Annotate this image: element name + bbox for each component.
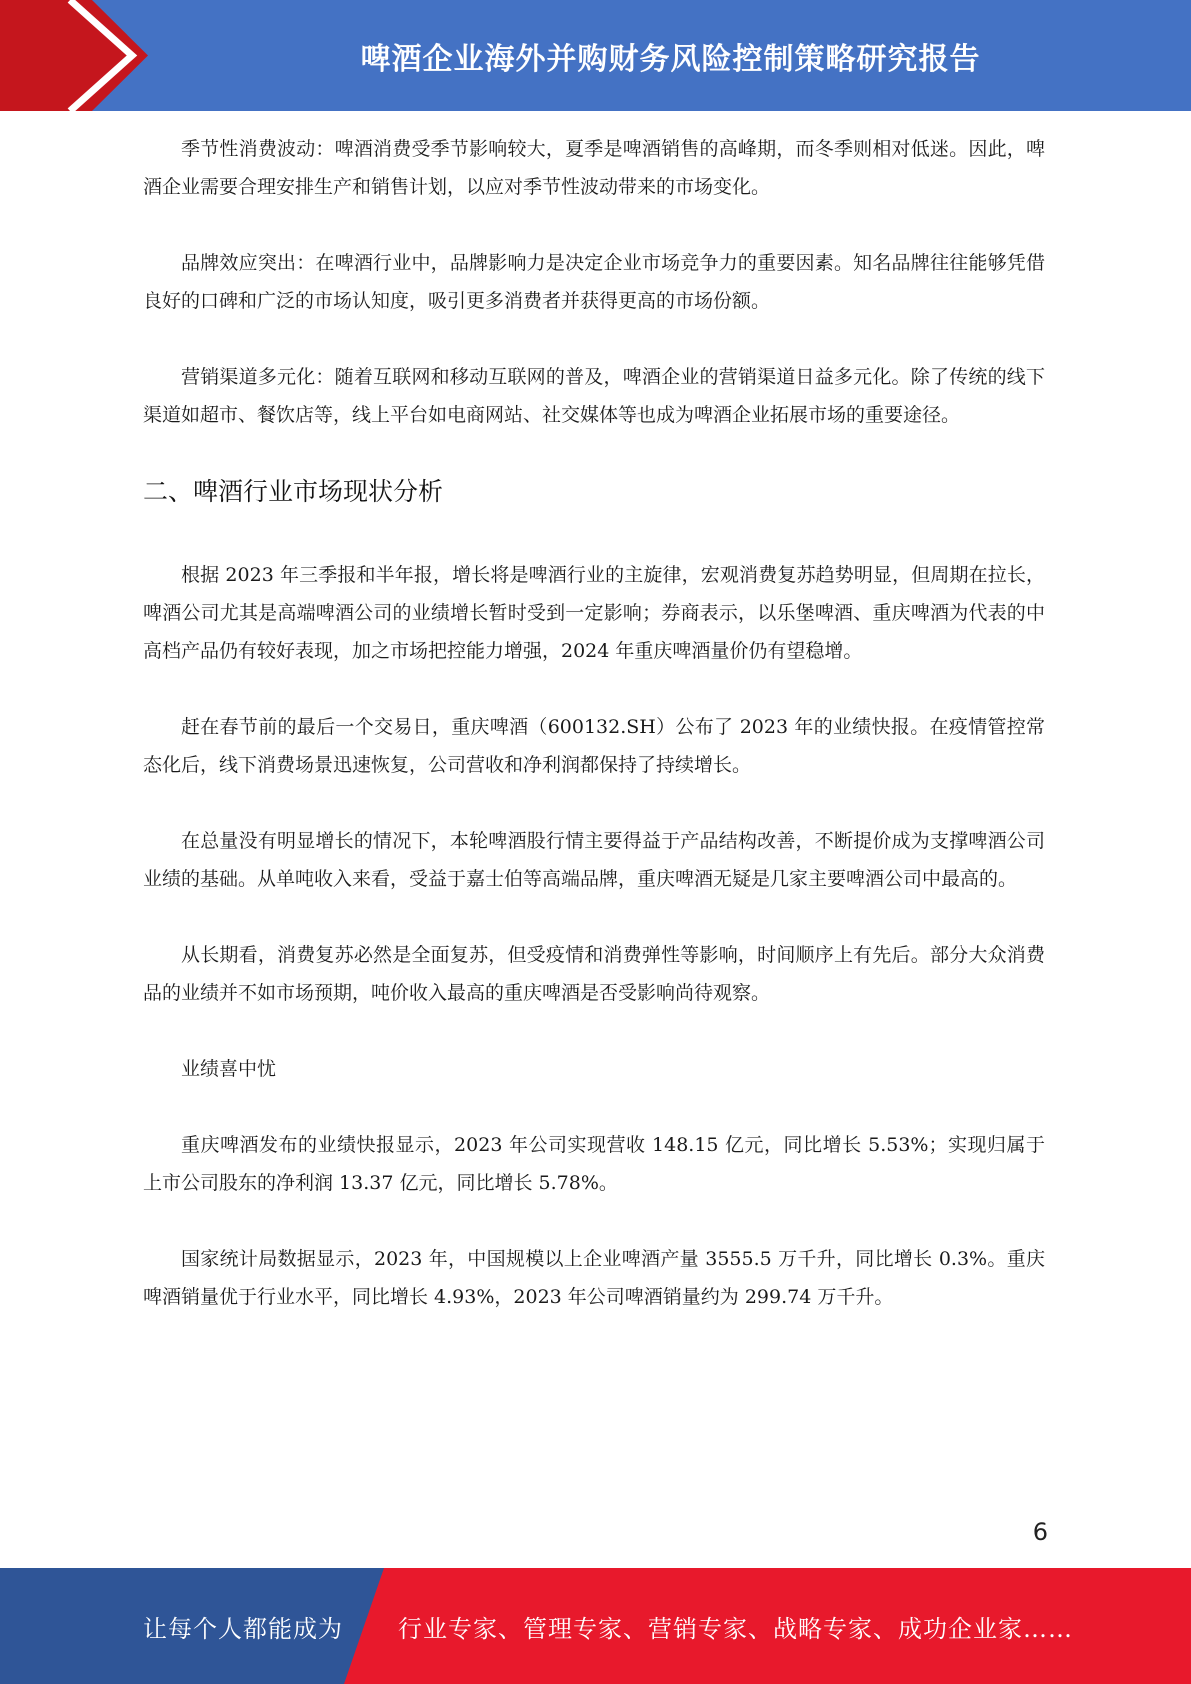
footer-slogan-left: 让每个人都能成为 [143, 1614, 343, 1643]
section-heading: 二、啤酒行业市场现状分析 [143, 477, 444, 506]
subheading-performance: 业绩喜中忧 [181, 1058, 277, 1080]
footer-slogan-right: 行业专家、管理专家、营销专家、战略专家、成功企业家…… [398, 1614, 1073, 1643]
chevron-arrow-icon [0, 0, 160, 111]
document-body [143, 130, 1045, 1354]
page-number: 6 [1032, 1518, 1048, 1546]
paragraph-long-term: 从长期看，消费复苏必然是全面复苏，但受疫情和消费弹性等影响，时间顺序上有先后。部分大众消费品的业绩并不如市场预期，吨价收入最高的重庆啤酒是否受影响尚待观察。 [143, 944, 1045, 1004]
paragraph-brand: 品牌效应突出：在啤酒行业中，品牌影响力是决定企业市场竞争力的重要因素。知名品牌往往能够凭借良好的口碑和广泛的市场认知度，吸引更多消费者并获得更高的市场份额。 [143, 252, 1045, 312]
paragraph-quarterly-report: 根据 2023 年三季报和半年报，增长将是啤酒行业的主旋律，宏观消费复苏趋势明显，但周期在拉长，啤酒公司尤其是高端啤酒公司的业绩增长暂时受到一定影响；券商表示，以乐堡啤酒、重庆啤酒为代表的中高档产品仍有较好表现，加之市场把控能力增强，2024 年重庆啤酒量价仍有望稳增。 [143, 564, 1045, 662]
page-footer [0, 1568, 1191, 1684]
paragraph-earnings-flash: 赶在春节前的最后一个交易日，重庆啤酒（600132.SH）公布了 2023 年的业绩快报。在疫情管控常态化后，线下消费场景迅速恢复，公司营收和净利润都保持了持续增长。 [143, 716, 1045, 776]
paragraph-statistics: 国家统计局数据显示，2023 年，中国规模以上企业啤酒产量 3555.5 万千升，同比增长 0.3%。重庆啤酒销量优于行业水平，同比增长 4.93%，2023 年公司啤酒销量约为 299.74 万千升。 [143, 1248, 1045, 1308]
page-header [0, 0, 1191, 111]
document-title: 啤酒企业海外并购财务风险控制策略研究报告 [360, 41, 981, 77]
paragraph-product-structure: 在总量没有明显增长的情况下，本轮啤酒股行情主要得益于产品结构改善，不断提价成为支撑啤酒公司业绩的基础。从单吨收入来看，受益于嘉士伯等高端品牌，重庆啤酒无疑是几家主要啤酒公司中最高的。 [143, 830, 1045, 890]
paragraph-channels: 营销渠道多元化：随着互联网和移动互联网的普及，啤酒企业的营销渠道日益多元化。除了传统的线下渠道如超市、餐饮店等，线上平台如电商网站、社交媒体等也成为啤酒企业拓展市场的重要途径。 [143, 366, 1045, 426]
paragraph-revenue: 重庆啤酒发布的业绩快报显示，2023 年公司实现营收 148.15 亿元，同比增长 5.53%；实现归属于上市公司股东的净利润 13.37 亿元，同比增长 5.78%。 [143, 1134, 1045, 1194]
paragraph-seasonal: 季节性消费波动：啤酒消费受季节影响较大，夏季是啤酒销售的高峰期，而冬季则相对低迷。因此，啤酒企业需要合理安排生产和销售计划，以应对季节性波动带来的市场变化。 [143, 138, 1045, 198]
